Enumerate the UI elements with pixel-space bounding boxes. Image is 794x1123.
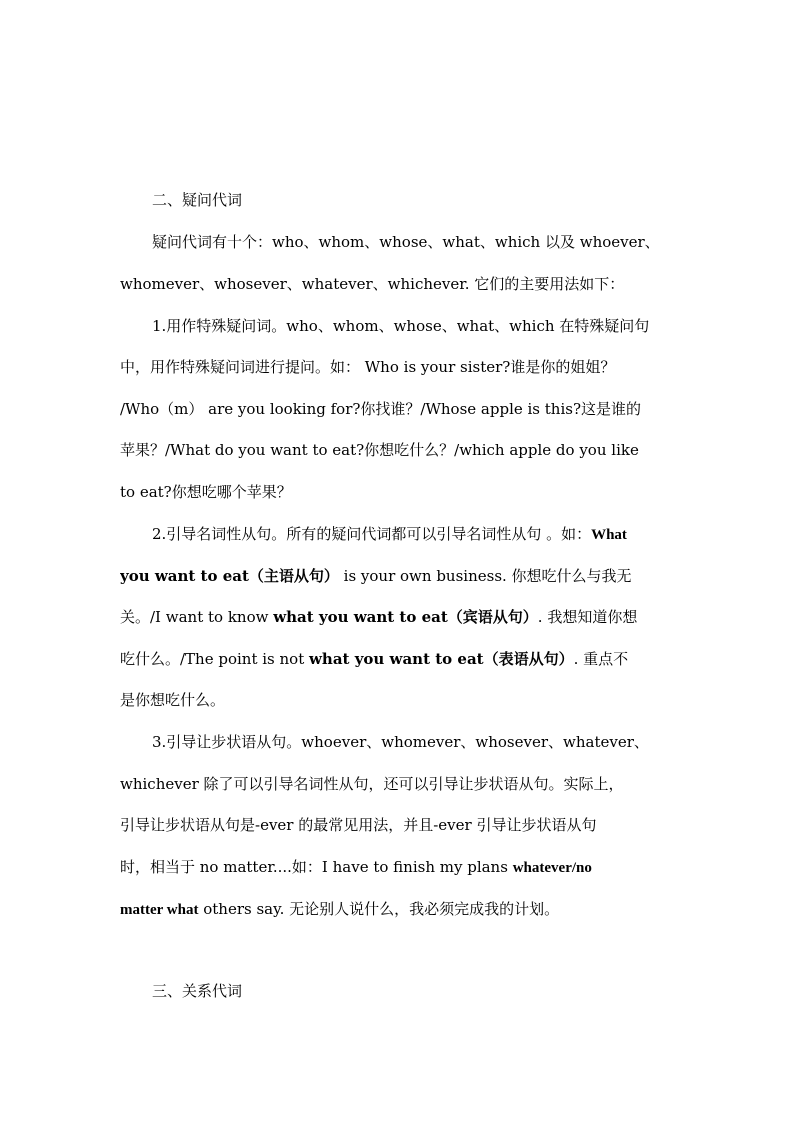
section-heading-interrogative-pronouns: 二、疑问代词: [152, 191, 243, 209]
line-9-text: is your own business. 你想吃什么与我无: [338, 567, 632, 585]
paragraph-line-13: 3.引导让步状语从句。whoever、whomever、whosever、whatever、: [152, 733, 649, 751]
paragraph-line-14: whichever 除了可以引导名词性从句，还可以引导让步状语从句。实际上，: [120, 775, 624, 793]
paragraph-line-8: [152, 524, 680, 545]
section-heading-relative-pronouns: 三、关系代词: [152, 982, 243, 1000]
paragraph-line-1: 疑问代词有十个：who、whom、whose、what、which 以及 whoever、: [152, 233, 660, 251]
line-8-bold-text: What: [591, 527, 627, 543]
line-11-text-a: 吃什么。/The point is not: [120, 650, 310, 668]
paragraph-line-7: to eat?你想吃哪个苹果？: [120, 483, 292, 501]
paragraph-line-12: 是你想吃什么。: [120, 691, 226, 709]
paragraph-line-2: whomever、whosever、whatever、whichever. 它们的主要用法如下：: [120, 275, 625, 293]
line-16-bold-text: whatever/no: [512, 860, 592, 876]
paragraph-line-5: /Who（m） are you looking for?你找谁？/Whose apple is this?这是谁的: [120, 400, 642, 418]
line-17-text: others say. 无论别人说什么，我必须完成我的计划。: [198, 900, 560, 918]
line-10-text-c: . 我想知道你想: [537, 608, 638, 626]
line-16-text: 时，相当于 no matter....如：I have to finish my plans: [120, 858, 513, 876]
paragraph-line-16: [120, 857, 680, 878]
paragraph-line-10: [120, 607, 680, 627]
paragraph-line-11: [120, 649, 680, 669]
line-9-bold-text: you want to eat（主语从句）: [120, 567, 339, 585]
line-10-text-a: 关。/I want to know: [120, 608, 274, 626]
paragraph-line-4: 中，用作特殊疑问词进行提问。如： Who is your sister?谁是你的姐姐？: [120, 358, 616, 376]
paragraph-line-17: [120, 899, 680, 920]
line-8-text: 2.引导名词性从句。所有的疑问代词都可以引导名词性从句 。如：: [152, 525, 592, 543]
paragraph-line-3: 1.用作特殊疑问词。who、whom、whose、what、which 在特殊疑问句: [152, 317, 650, 335]
line-17-bold-text: matter what: [120, 902, 199, 918]
paragraph-line-9: [120, 566, 680, 586]
line-11-text-c: . 重点不: [573, 650, 629, 668]
paragraph-line-6: 苹果？/What do you want to eat?你想吃什么？/which apple do you like: [120, 441, 639, 459]
paragraph-line-15: 引导让步状语从句是-ever 的最常见用法，并且-ever 引导让步状语从句: [120, 816, 597, 834]
line-10-bold-text: what you want to eat（宾语从句）: [273, 608, 538, 626]
line-11-bold-text: what you want to eat（表语从句）: [309, 650, 574, 668]
